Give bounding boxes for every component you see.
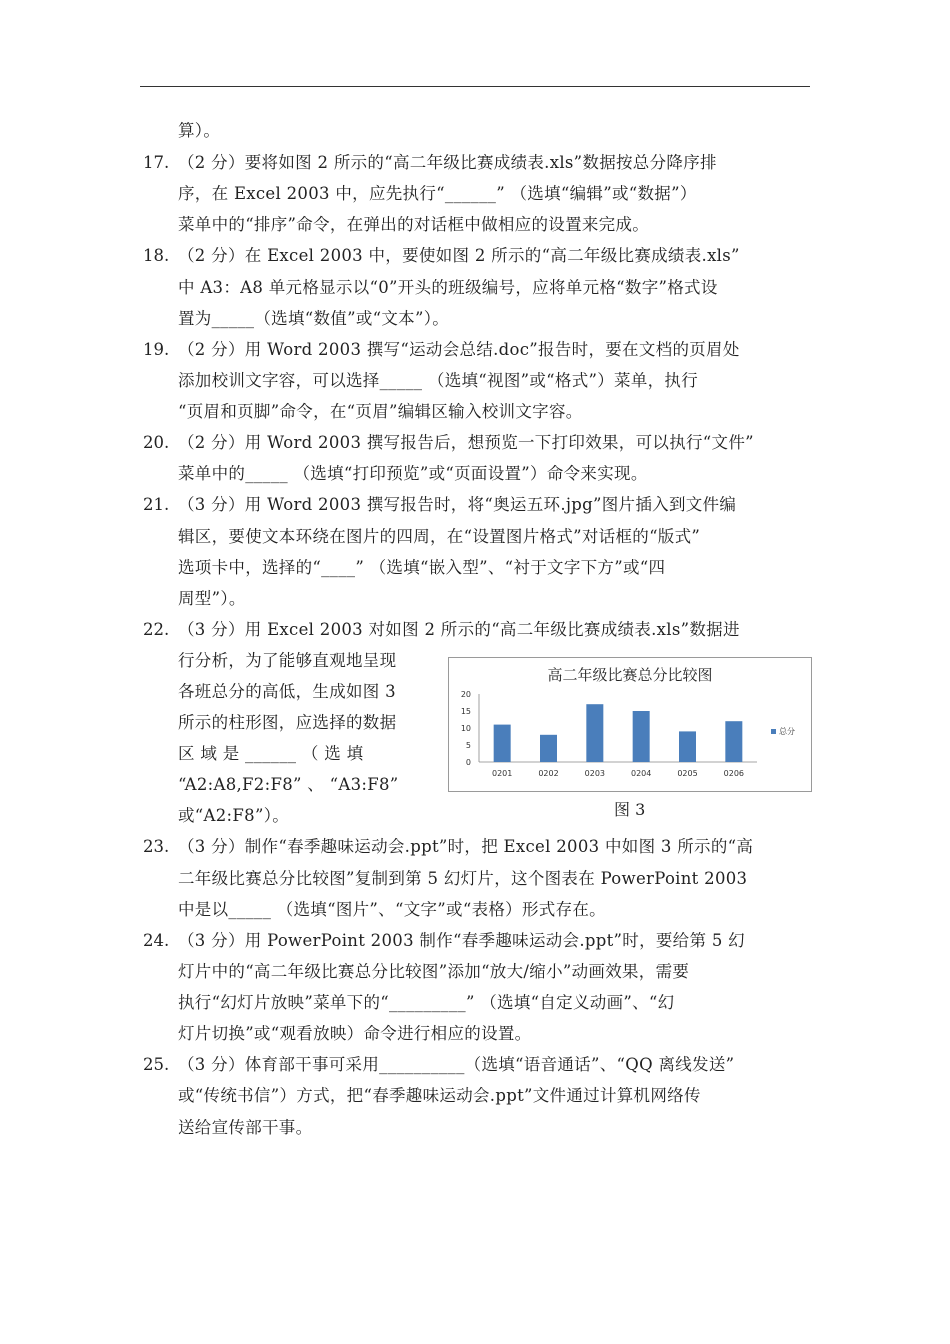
- question-21-line: 辑区，要使文本环绕在图片的四周，在“设置图片格式”对话框的“版式”: [178, 527, 701, 546]
- question-21-line: 周型”）。: [178, 589, 246, 608]
- question-22-line: 或“A2:F8”）。: [178, 806, 290, 825]
- bar-0202: [540, 735, 557, 762]
- question-17-line: 序，在 Excel 2003 中，应先执行“______” （选填“编辑”或“数据”）: [178, 184, 697, 203]
- question-21-line: （3 分）用 Word 2003 撰写报告时，将“奥运五环.jpg”图片插入到文件编: [178, 495, 737, 514]
- question-24-line: （3 分）用 PowerPoint 2003 制作“春季趣味运动会.ppt”时，要给第 5 幻: [178, 931, 745, 950]
- figure-3-chart: [448, 657, 812, 792]
- y-tick-label: 5: [465, 741, 471, 750]
- x-tick-label: 0201: [491, 769, 513, 778]
- question-17-line: （2 分）要将如图 2 所示的“高二年级比赛成绩表.xls”数据按总分降序排: [178, 153, 717, 172]
- y-tick-label: 15: [460, 707, 471, 716]
- question-22-line: “A2:A8,F2:F8” 、 “A3:F8”: [178, 775, 399, 794]
- continuation-text: 算）。: [178, 121, 221, 140]
- x-tick-label: 0206: [723, 769, 745, 778]
- question-23-line: 二年级比赛总分比较图”复制到第 5 幻灯片，这个图表在 PowerPoint 2003: [178, 869, 748, 888]
- question-22-number: 22.: [143, 620, 170, 639]
- question-19-number: 19.: [143, 340, 170, 359]
- question-21-number: 21.: [143, 495, 170, 514]
- question-20-line: （2 分）用 Word 2003 撰写报告后，想预览一下打印效果，可以执行“文件”: [178, 433, 754, 452]
- bar-0206: [725, 721, 742, 762]
- legend-label: 总分: [779, 727, 795, 736]
- question-22-line: 各班总分的高低，生成如图 3: [178, 682, 396, 701]
- question-17-line: 菜单中的“排序”命令，在弹出的对话框中做相应的设置来完成。: [178, 215, 650, 234]
- question-24-line: 灯片中的“高二年级比赛总分比较图”添加“放大/缩小”动画效果，需要: [178, 962, 690, 981]
- x-tick-label: 0205: [677, 769, 698, 778]
- bar-0204: [633, 711, 650, 762]
- x-tick-label: 0204: [630, 769, 652, 778]
- y-tick-label: 20: [460, 690, 471, 699]
- figure-caption: 图 3: [614, 800, 646, 819]
- bar-0205: [679, 731, 696, 762]
- question-20-line: 菜单中的_____ （选填“打印预览”或“页面设置”）命令来实现。: [178, 464, 648, 483]
- question-18-line: 置为_____（选填“数值”或“文本”）。: [178, 309, 450, 328]
- bar-chart-svg: [449, 658, 811, 791]
- question-25-line: （3 分）体育部干事可采用__________（选填“语音通话”、“QQ 离线发送”: [178, 1055, 735, 1074]
- y-tick-label: 0: [465, 758, 471, 767]
- question-18-number: 18.: [143, 246, 170, 265]
- legend-swatch: [771, 729, 776, 734]
- question-18-line: 中 A3：A8 单元格显示以“0”开头的班级编号，应将单元格“数字”格式设: [178, 278, 718, 297]
- question-23-line: （3 分）制作“春季趣味运动会.ppt”时，把 Excel 2003 中如图 3 所示的“高: [178, 837, 754, 856]
- question-25-line: 送给宣传部干事。: [178, 1118, 313, 1137]
- question-24-line: 执行“幻灯片放映”菜单下的“_________” （选填“自定义动画”、“幻: [178, 993, 675, 1012]
- x-tick-label: 0203: [584, 769, 606, 778]
- question-21-line: 选项卡中，选择的“____” （选填“嵌入型”、“衬于文字下方”或“四: [178, 558, 666, 577]
- y-tick-label: 10: [460, 724, 471, 733]
- question-17-number: 17.: [143, 153, 170, 172]
- question-24-number: 24.: [143, 931, 170, 950]
- question-25-line: 或“传统书信”）方式，把“春季趣味运动会.ppt”文件通过计算机网络传: [178, 1086, 701, 1105]
- question-24-line: 灯片切换”或“观看放映）命令进行相应的设置。: [178, 1024, 532, 1043]
- question-23-line: 中是以_____ （选填“图片”、“文字”或“表格）形式存在。: [178, 900, 606, 919]
- question-22-line: 区 域 是 ______ （ 选 填: [178, 744, 364, 763]
- bar-0203: [586, 704, 603, 762]
- question-20-number: 20.: [143, 433, 170, 452]
- header-rule: [140, 86, 810, 87]
- question-25-number: 25.: [143, 1055, 170, 1074]
- question-22-line: 所示的柱形图，应选择的数据: [178, 713, 397, 732]
- question-23-number: 23.: [143, 837, 170, 856]
- question-19-line: （2 分）用 Word 2003 撰写“运动会总结.doc”报告时，要在文档的页眉处: [178, 340, 740, 359]
- bar-0201: [494, 725, 511, 762]
- x-tick-label: 0202: [538, 769, 559, 778]
- question-18-line: （2 分）在 Excel 2003 中，要使如图 2 所示的“高二年级比赛成绩表.xls”: [178, 246, 740, 265]
- question-19-line: 添加校训文字容，可以选择_____ （选填“视图”或“格式”）菜单，执行: [178, 371, 699, 390]
- chart-title: 高二年级比赛总分比较图: [547, 666, 713, 684]
- question-22-line: （3 分）用 Excel 2003 对如图 2 所示的“高二年级比赛成绩表.xls”数据进: [178, 620, 740, 639]
- question-19-line: “页眉和页脚”命令，在“页眉”编辑区输入校训文字容。: [178, 402, 583, 421]
- question-22-line: 行分析，为了能够直观地呈现: [178, 651, 397, 670]
